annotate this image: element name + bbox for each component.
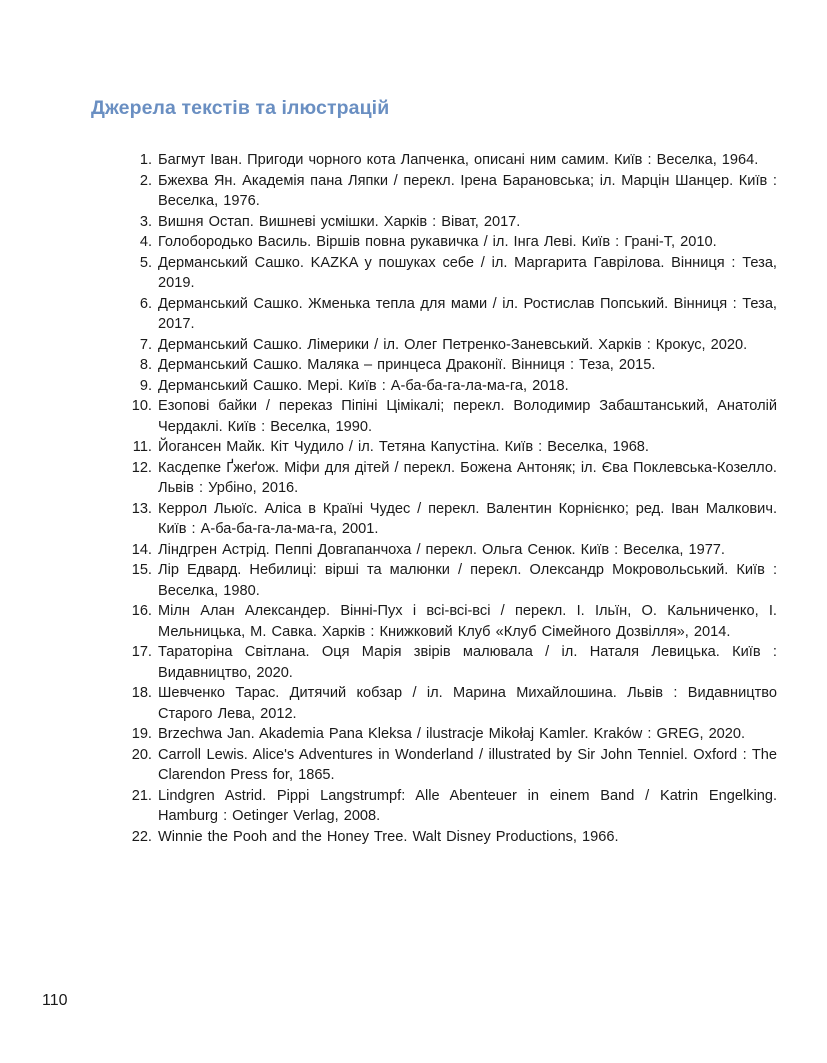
list-item <box>120 150 777 171</box>
list-item <box>120 335 777 356</box>
item-number: 13. <box>131 500 152 517</box>
item-text: Brzechwa Jan. Akademia Pana Kleksa / ilustracje Mikołaj Kamler. Kraków : GREG, 2020. <box>158 726 746 742</box>
item-number: 22. <box>131 828 152 845</box>
item-text: Дерманський Сашко. KAZKA у пошуках себе / іл. Маргарита Гаврілова. Вінниця : Теза, 2019. <box>158 254 777 291</box>
item-text: Мілн Алан Александер. Вінні-Пух і всі-всі-всі / перекл. І. Ільїн, О. Кальниченко, І. Мельницька, М. Савка. Харків : Книжковий Клуб «Клуб Сімейного Дозвілля», 2014. <box>158 603 777 640</box>
item-text: Бжехва Ян. Академія пана Ляпки / перекл. Ірена Барановська; іл. Марцін Шанцер. Київ : Веселка, 1976. <box>158 172 777 209</box>
item-number: 12. <box>131 459 152 476</box>
item-text: Йогансен Майк. Кіт Чудило / іл. Тетяна Капустіна. Київ : Веселка, 1968. <box>158 439 649 455</box>
item-number: 19. <box>131 726 152 742</box>
list-item <box>120 376 777 397</box>
list-item <box>120 540 777 561</box>
page-number: 110 <box>42 992 68 1009</box>
item-number: 5. <box>139 254 152 271</box>
list-item <box>120 437 777 458</box>
item-text: Лір Едвард. Небилиці: вірші та малюнки / перекл. Олександр Мокровольський. Київ : Веселка, 1980. <box>158 562 777 599</box>
item-text: Касдепке Ґжеґож. Міфи для дітей / перекл. Божена Антоняк; іл. Єва Поклевська-Козелло. Львів : Урбіно, 2016. <box>158 459 777 496</box>
reference-list <box>120 150 777 847</box>
item-number: 11. <box>132 439 152 455</box>
item-number: 17. <box>131 644 152 660</box>
item-number: 16. <box>131 603 152 619</box>
item-text: Дерманський Сашко. Лімерики / іл. Олег Петренко-Заневський. Харків : Крокус, 2020. <box>158 336 748 353</box>
item-number: 6. <box>139 295 152 312</box>
item-number: 3. <box>139 213 152 230</box>
list-item <box>120 745 777 786</box>
item-number: 8. <box>139 357 152 373</box>
item-text: Дерманський Сашко. Мері. Київ : А-ба-ба-га-ла-ма-га, 2018. <box>158 377 569 394</box>
item-text: Carroll Lewis. Alice's Adventures in Wonderland / illustrated by Sir John Tenniel. Oxford : The Clarendon Press for, 1865. <box>158 746 777 783</box>
item-text: Шевченко Тарас. Дитячий кобзар / іл. Марина Михайлошина. Львів : Видавництво Старого Лева, 2012. <box>158 685 777 722</box>
list-item <box>120 601 777 642</box>
list-item <box>120 232 777 253</box>
list-item <box>120 294 777 335</box>
item-number: 2. <box>139 172 152 189</box>
item-text: Багмут Іван. Пригоди чорного кота Лапченка, описані ним самим. Київ : Веселка, 1964. <box>158 152 759 168</box>
item-text: Winnie the Pooh and the Honey Tree. Walt Disney Productions, 1966. <box>158 828 619 845</box>
list-item <box>120 683 777 724</box>
item-number: 18. <box>131 685 152 701</box>
list-item <box>120 827 777 848</box>
item-number: 10. <box>131 398 152 414</box>
item-text: Дерманський Сашко. Жменька тепла для мами / іл. Ростислав Попський. Вінниця : Теза, 2017. <box>158 295 777 332</box>
list-item <box>120 724 777 745</box>
item-number: 21. <box>131 787 152 804</box>
page-title: Джерела текстів та ілюстрацій <box>91 97 390 119</box>
item-text: Lindgren Astrid. Pippi Langstrumpf: Alle Abenteuer in einem Band / Katrin Engelking. Hamburg : Oetinger Verlag, 2008. <box>158 787 777 824</box>
list-item <box>120 253 777 294</box>
item-text: Голобородько Василь. Віршів повна рукавичка / іл. Інга Леві. Київ : Грані-Т, 2010. <box>158 234 717 250</box>
item-text: Езопові байки / переказ Піпіні Цімікалі; перекл. Володимир Забаштанський, Анатолій Чердаклі. Київ : Веселка, 1990. <box>158 398 777 435</box>
item-text: Ліндгрен Астрід. Пеппі Довгапанчоха / перекл. Ольга Сенюк. Київ : Веселка, 1977. <box>158 541 725 558</box>
list-item <box>120 212 777 233</box>
list-item <box>120 458 777 499</box>
item-number: 20. <box>131 746 152 763</box>
item-number: 14. <box>131 541 152 558</box>
item-number: 9. <box>139 377 152 394</box>
item-number: 4. <box>139 234 152 250</box>
item-number: 7. <box>139 336 152 353</box>
item-number: 1. <box>139 152 152 168</box>
item-text: Дерманський Сашко. Маляка – принцеса Драконії. Вінниця : Теза, 2015. <box>158 357 656 373</box>
item-text: Тараторіна Світлана. Оця Марія звірів малювала / іл. Наталя Левицька. Київ : Видавництво, 2020. <box>158 644 777 681</box>
list-item <box>120 171 777 212</box>
list-item <box>120 560 777 601</box>
item-number: 15. <box>131 562 152 578</box>
item-text: Вишня Остап. Вишневі усмішки. Харків : Віват, 2017. <box>158 213 521 230</box>
list-item <box>120 355 777 376</box>
list-item <box>120 642 777 683</box>
list-item <box>120 499 777 540</box>
list-item <box>120 786 777 827</box>
list-item <box>120 396 777 437</box>
item-text: Керрол Льюїс. Аліса в Країні Чудес / перекл. Валентин Корнієнко; ред. Іван Малкович. Київ : А-ба-ба-га-ла-ма-га, 2001. <box>158 500 777 537</box>
